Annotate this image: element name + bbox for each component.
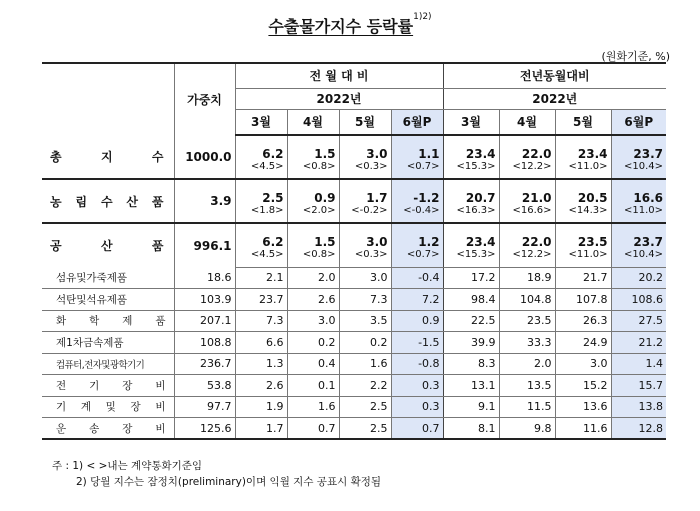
yoy-value: 11.5 [499,396,555,418]
row-label: 운 송 장 비 [42,418,174,440]
yoy-value: 2.0 [499,353,555,375]
mom-value: 6.2 [235,223,287,249]
mom-contract-value: <0.3> [339,249,391,267]
yoy-value: 107.8 [555,289,611,311]
mom-value: 0.3 [391,396,443,418]
weight-value: 108.8 [174,332,235,354]
yoy-value: 39.9 [443,332,499,354]
yoy-value: 3.0 [555,353,611,375]
mom-value: 1.9 [235,396,287,418]
mom-value: 0.1 [287,375,339,397]
month-header-mom-2: 4월 [287,109,339,135]
mom-value: 1.1 [391,135,443,161]
yoy-contract-value: <10.4> [611,249,666,267]
table-row [42,179,666,205]
row-label: 제1차금속제품 [42,332,174,354]
mom-value: 1.3 [235,353,287,375]
yoy-value: 1.4 [611,353,666,375]
weight-value: 996.1 [174,223,235,267]
notes-prefix: 주 : [52,460,70,472]
price-index-table [42,62,666,440]
mom-contract-value: <0.3> [339,161,391,179]
yoy-value: 108.6 [611,289,666,311]
weight-value: 103.9 [174,289,235,311]
yoy-value: 26.3 [555,310,611,332]
table-row [42,135,666,161]
mom-value: 3.5 [339,310,391,332]
yoy-value: 9.8 [499,418,555,440]
mom-value: 1.7 [339,179,391,205]
mom-group-header: 전 월 대 비 [235,63,443,88]
table-row [42,267,666,289]
row-label: 컴퓨터,전자및광학기기 [42,353,174,375]
yoy-value: 15.2 [555,375,611,397]
mom-value: 1.5 [287,135,339,161]
weight-value: 3.9 [174,179,235,223]
yoy-value: 24.9 [555,332,611,354]
yoy-value: 23.4 [555,135,611,161]
mom-value: -0.8 [391,353,443,375]
mom-value: 1.5 [287,223,339,249]
mom-value: 0.9 [391,310,443,332]
yoy-value: 98.4 [443,289,499,311]
yoy-value: 20.7 [443,179,499,205]
mom-contract-value: <-0.2> [339,205,391,223]
mom-contract-value: <0.8> [287,249,339,267]
mom-value: 0.7 [391,418,443,440]
weight-value: 236.7 [174,353,235,375]
yoy-value: 13.6 [555,396,611,418]
mom-contract-value: <-0.4> [391,205,443,223]
weight-value: 18.6 [174,267,235,289]
yoy-value: 23.4 [443,135,499,161]
yoy-value: 18.9 [499,267,555,289]
yoy-value: 11.6 [555,418,611,440]
yoy-value: 23.7 [611,135,666,161]
mom-value: 1.7 [235,418,287,440]
yoy-value: 22.0 [499,223,555,249]
yoy-value: 21.2 [611,332,666,354]
yoy-value: 20.5 [555,179,611,205]
row-label: 화 학 제 품 [42,310,174,332]
mom-value: 6.6 [235,332,287,354]
mom-value: 7.2 [391,289,443,311]
title-note-ref: 1)2) [413,12,432,22]
yoy-value: 27.5 [611,310,666,332]
yoy-value: 21.7 [555,267,611,289]
mom-value: -1.2 [391,179,443,205]
mom-value: 2.2 [339,375,391,397]
table-row [42,289,666,311]
mom-contract-value: <1.8> [235,205,287,223]
row-label: 공 산 품 [50,239,164,253]
yoy-value: 20.2 [611,267,666,289]
yoy-value: 8.1 [443,418,499,440]
month-header-yoy-3: 5월 [555,109,611,135]
mom-year-header: 2022년 [235,88,443,109]
mom-contract-value: <2.0> [287,205,339,223]
mom-value: 0.7 [287,418,339,440]
mom-value: 0.3 [391,375,443,397]
mom-value: 1.2 [391,223,443,249]
mom-value: 2.1 [235,267,287,289]
mom-value: 3.0 [287,310,339,332]
yoy-contract-value: <16.6> [499,205,555,223]
mom-contract-value: <4.5> [235,161,287,179]
yoy-contract-value: <11.0> [555,161,611,179]
weight-header: 가중치 [174,63,235,135]
weight-value: 97.7 [174,396,235,418]
yoy-value: 16.6 [611,179,666,205]
yoy-contract-value: <14.3> [555,205,611,223]
month-header-yoy-2: 4월 [499,109,555,135]
yoy-value: 23.7 [611,223,666,249]
mom-value: 1.6 [339,353,391,375]
table-row [42,396,666,418]
yoy-value: 8.3 [443,353,499,375]
yoy-value: 13.1 [443,375,499,397]
yoy-value: 15.7 [611,375,666,397]
yoy-value: 33.3 [499,332,555,354]
yoy-contract-value: <11.0> [555,249,611,267]
mom-contract-value: <0.7> [391,249,443,267]
month-header-yoy-1: 3월 [443,109,499,135]
weight-value: 1000.0 [174,135,235,179]
mom-value: 23.7 [235,289,287,311]
mom-value: 6.2 [235,135,287,161]
mom-value: 2.5 [339,418,391,440]
table-title [0,14,700,37]
mom-value: 0.9 [287,179,339,205]
yoy-contract-value: <11.0> [611,205,666,223]
row-label: 기 계 및 장 비 [42,396,174,418]
weight-value: 207.1 [174,310,235,332]
yoy-contract-value: <12.2> [499,249,555,267]
yoy-value: 104.8 [499,289,555,311]
title-text: 수출물가지수 등락률 [268,17,414,36]
mom-value: 3.0 [339,223,391,249]
mom-value: 2.0 [287,267,339,289]
month-header-mom-4: 6월P [391,109,443,135]
weight-value: 53.8 [174,375,235,397]
mom-value: -0.4 [391,267,443,289]
month-header-mom-1: 3월 [235,109,287,135]
yoy-value: 13.8 [611,396,666,418]
row-label: 석탄및석유제품 [42,289,174,311]
row-label: 농 림 수 산 품 [42,179,174,223]
table-row [42,223,666,249]
yoy-value: 22.5 [443,310,499,332]
table-row [42,418,666,440]
note-2: 2) 당월 지수는 잠정치(preliminary)이며 익월 지수 공표시 확정됨 [76,476,382,488]
mom-value: 2.6 [287,289,339,311]
month-header-mom-3: 5월 [339,109,391,135]
weight-value: 125.6 [174,418,235,440]
mom-value: 3.0 [339,135,391,161]
yoy-contract-value: <15.3> [443,161,499,179]
mom-contract-value: <4.5> [235,249,287,267]
row-label: 총 지 수 [42,135,174,179]
mom-contract-value: <0.7> [391,161,443,179]
mom-value: 0.2 [287,332,339,354]
yoy-year-header: 2022년 [443,88,666,109]
month-header-yoy-4: 6월P [611,109,666,135]
table-row [42,353,666,375]
yoy-contract-value: <10.4> [611,161,666,179]
mom-value: 2.5 [235,179,287,205]
yoy-value: 23.5 [555,223,611,249]
yoy-contract-value: <15.3> [443,249,499,267]
yoy-value: 12.8 [611,418,666,440]
yoy-value: 17.2 [443,267,499,289]
yoy-value: 23.5 [499,310,555,332]
table-row [42,375,666,397]
mom-value: 7.3 [339,289,391,311]
table-row [42,310,666,332]
yoy-value: 22.0 [499,135,555,161]
yoy-contract-value: <16.3> [443,205,499,223]
unit-label: (원화기준, %) [601,50,670,63]
yoy-value: 13.5 [499,375,555,397]
row-label: 섬유및가죽제품 [42,267,174,289]
mom-value: 3.0 [339,267,391,289]
mom-value: 0.2 [339,332,391,354]
mom-value: 1.6 [287,396,339,418]
mom-value: 0.4 [287,353,339,375]
mom-contract-value: <0.8> [287,161,339,179]
yoy-value: 9.1 [443,396,499,418]
yoy-value: 23.4 [443,223,499,249]
mom-value: 2.6 [235,375,287,397]
mom-value: -1.5 [391,332,443,354]
corner-cell [42,63,174,135]
row-label: 전 기 장 비 [42,375,174,397]
mom-value: 2.5 [339,396,391,418]
footnotes [52,458,381,490]
mom-value: 7.3 [235,310,287,332]
table-row [42,332,666,354]
yoy-contract-value: <12.2> [499,161,555,179]
yoy-value: 21.0 [499,179,555,205]
note-1: 1) < >내는 계약통화기준임 [72,460,203,472]
yoy-group-header: 전년동월대비 [443,63,666,88]
